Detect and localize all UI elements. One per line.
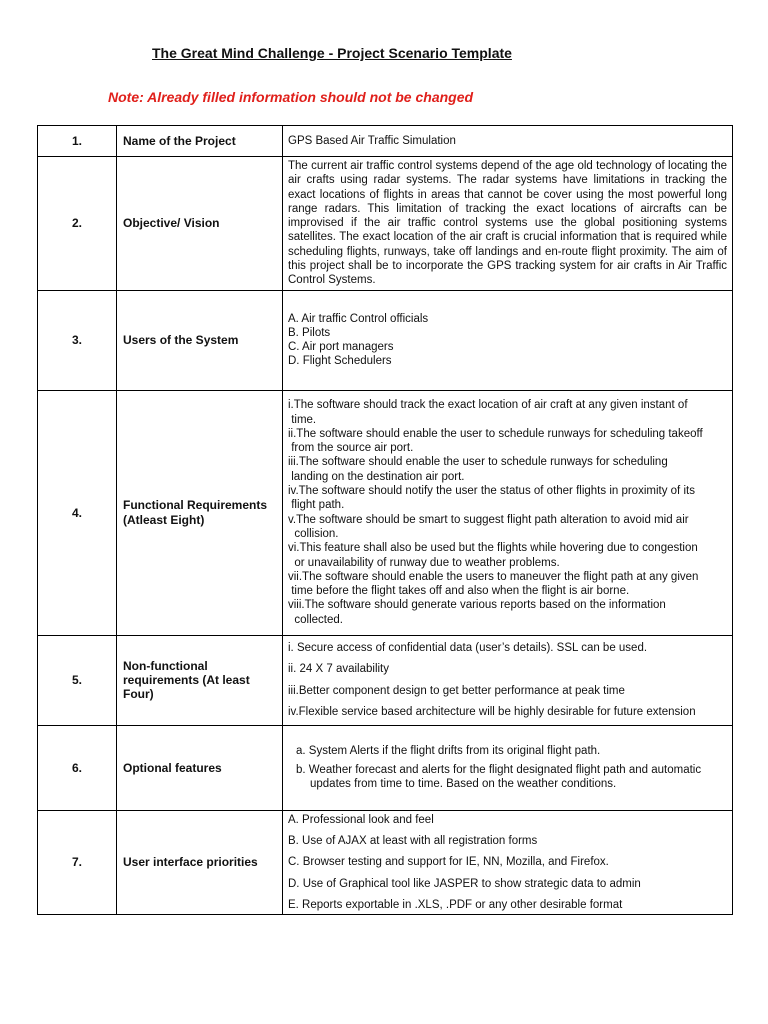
table-row-ui-priorities: [38, 810, 733, 914]
list-item: ii.The software should enable the user to schedule runways for scheduling takeoff: [288, 427, 703, 440]
row-number: 6.: [38, 725, 117, 810]
list-item: viii.The software should generate various reports based on the information: [288, 599, 666, 612]
table-row-optional-features: [38, 725, 733, 810]
project-name-value: GPS Based Air Traffic Simulation: [283, 126, 733, 157]
project-scenario-table: [37, 125, 733, 915]
document-title: The Great Mind Challenge - Project Scenario Template: [152, 45, 512, 61]
list-item: i.The software should track the exact location of air craft at any given instant of: [288, 399, 688, 412]
list-item: collision.: [288, 527, 339, 540]
row-label: Users of the System: [117, 290, 283, 390]
users-list: [283, 290, 733, 390]
row-label: Objective/ Vision: [117, 157, 283, 291]
list-item: iii.The software should enable the user to schedule runways for scheduling: [288, 456, 668, 469]
list-item: a. System Alerts if the flight drifts from its original flight path.: [296, 745, 601, 758]
row-label: Optional features: [117, 725, 283, 810]
list-item: vi.This feature shall also be used but the flights while hovering due to congestion: [288, 542, 698, 555]
list-item: A. Air traffic Control officials: [288, 312, 429, 325]
document-note: Note: Already filled information should not be changed: [108, 89, 474, 105]
list-item: b. Weather forecast and alerts for the flight designated flight path and automatic updates from time to time. Based on the weather conditions.: [296, 763, 702, 790]
table-row-objective: [38, 157, 733, 291]
list-item: B. Pilots: [288, 326, 331, 339]
functional-requirements-list: [283, 390, 733, 635]
table-row-project-name: [38, 126, 733, 157]
list-item: vii.The software should enable the users to maneuver the flight path at any given: [288, 570, 699, 583]
ui-priorities-list: [283, 810, 733, 914]
list-item: i. Secure access of confidential data (user’s details). SSL can be used.: [288, 642, 648, 655]
list-item: collected.: [288, 613, 343, 626]
list-item: from the source air port.: [288, 442, 414, 455]
list-item: iv.The software should notify the user the status of other flights in proximity of its: [288, 485, 695, 498]
non-functional-requirements-list: [283, 635, 733, 725]
row-number: 5.: [38, 635, 117, 725]
row-label: Non-functional requirements (At least Four): [117, 635, 283, 725]
row-label: Name of the Project: [117, 126, 283, 157]
list-item: v.The software should be smart to suggest flight path alteration to avoid mid air: [288, 513, 689, 526]
list-item: iii.Better component design to get better performance at peak time: [288, 684, 625, 697]
optional-features-list: [283, 725, 733, 810]
list-item: iv.Flexible service based architecture will be highly desirable for future extension: [288, 705, 696, 718]
list-item: time.: [288, 413, 317, 426]
objective-value: The current air traffic control systems depend of the age old technology of locating the air crafts using radar systems. The radar systems have limitations in tracking the exact locations of flights in areas that cannot be cover using the most powerful long range radars. This limitation of tracking the exact locations of aircrafts can be improvised if the air traffic control systems use the global positioning systems satellites. The exact location of the air craft is crucial information that is required while scheduling flights, runways, take off landings and en-route flight proximity. The aim of this project shall be to incorporate the GPS tracking system for air crafts in Air Traffic Control Systems.: [283, 157, 733, 291]
row-label: User interface priorities: [117, 810, 283, 914]
row-label: Functional Requirements (Atleast Eight): [117, 390, 283, 635]
table-row-non-functional-requirements: [38, 635, 733, 725]
list-item: D. Use of Graphical tool like JASPER to show strategic data to admin: [288, 877, 641, 890]
list-item: D. Flight Schedulers: [288, 355, 392, 368]
list-item: B. Use of AJAX at least with all registration forms: [288, 834, 538, 847]
row-number: 3.: [38, 290, 117, 390]
list-item: ii. 24 X 7 availability: [288, 663, 389, 676]
list-item: C. Browser testing and support for IE, NN, Mozilla, and Firefox.: [288, 856, 609, 869]
list-item: A. Professional look and feel: [288, 813, 434, 826]
list-item: landing on the destination air port.: [288, 470, 465, 483]
list-item: time before the flight takes off and also when the flight is air borne.: [288, 585, 630, 598]
list-item: or unavailability of runway due to weather problems.: [288, 556, 560, 569]
row-number: 7.: [38, 810, 117, 914]
list-item: flight path.: [288, 499, 345, 512]
table-row-functional-requirements: [38, 390, 733, 635]
list-item: C. Air port managers: [288, 341, 394, 354]
row-number: 1.: [38, 126, 117, 157]
list-item: E. Reports exportable in .XLS, .PDF or any other desirable format: [288, 898, 623, 911]
row-number: 4.: [38, 390, 117, 635]
row-number: 2.: [38, 157, 117, 291]
table-row-users: [38, 290, 733, 390]
